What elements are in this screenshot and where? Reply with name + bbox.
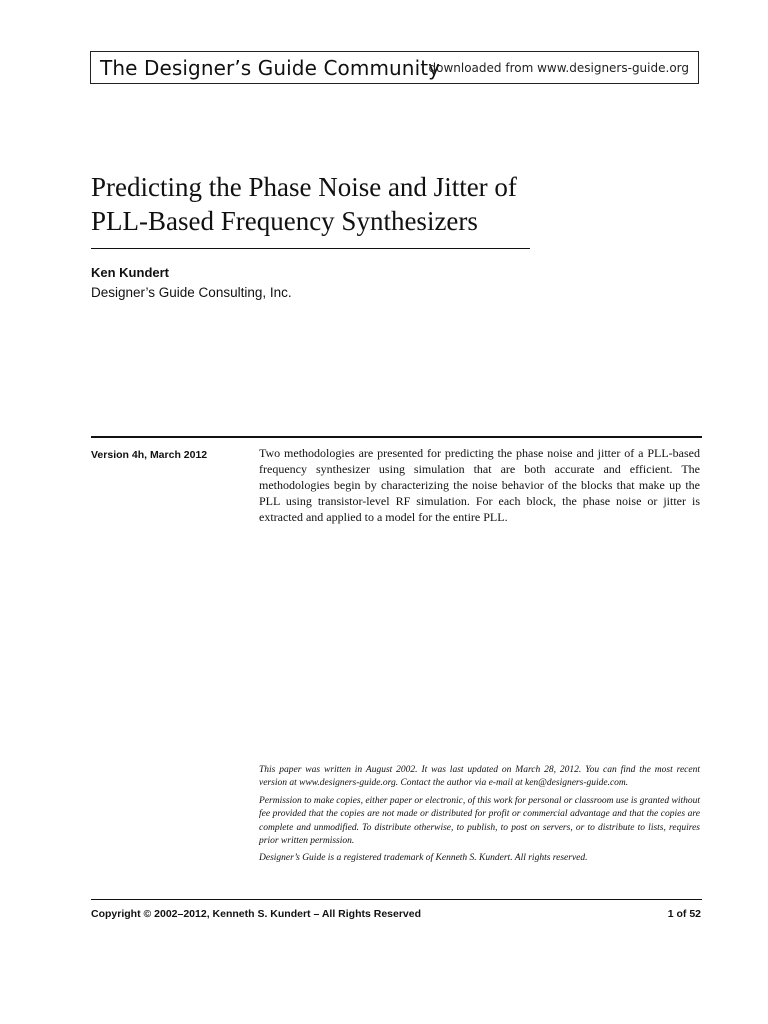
- author-name: Ken Kundert: [91, 265, 169, 280]
- paper-notes: [259, 764, 700, 870]
- copyright-text: Copyright © 2002–2012, Kenneth S. Kundert – All Rights Reserved: [91, 908, 422, 920]
- version-label: Version 4h, March 2012: [91, 449, 208, 461]
- download-link[interactable]: downloaded from www.designers-guide.org: [428, 61, 689, 75]
- abstract-text: Two methodologies are presented for predicting the phase noise and jitter of a PLL-based frequency synthesizer using simulation that are both accurate and efficient. The methodologies begin by characterizing the noise behavior of the blocks that make up the PLL using transistor-level RF simulation. For each block, the phase noise or jitter is extracted and applied to a model for the entire PLL.: [259, 446, 700, 524]
- paper-title: Predicting the Phase Noise and Jitter of PLL-Based Frequency Synthesizers: [91, 172, 517, 236]
- abstract-divider: [91, 436, 702, 438]
- permission-note: Permission to make copies, either paper or electronic, of this work for personal or classroom use is granted without fee provided that the copies are not made or distributed for profit or commercial advantage and that the copies are complete and unmodified. To distribute otherwise, to publish, to post on servers, or to distribute to lists, requires prior written permission.: [259, 795, 701, 847]
- site-banner: [90, 51, 699, 84]
- title-divider: [91, 248, 530, 249]
- page-number: 1 of 52: [667, 908, 701, 920]
- history-note: This paper was written in August 2002. It was last updated on March 28, 2012. You can find the most recent version at www.designers-guide.org. Contact the author via e-mail at ken@designers-guide.com.: [259, 765, 700, 789]
- footer-divider: [91, 899, 702, 900]
- trademark-note: Designer’s Guide is a registered trademark of Kenneth S. Kundert. All rights reserved.: [259, 853, 588, 864]
- author-affiliation: Designer’s Guide Consulting, Inc.: [91, 285, 292, 300]
- banner-title: The Designer’s Guide Community: [100, 56, 441, 80]
